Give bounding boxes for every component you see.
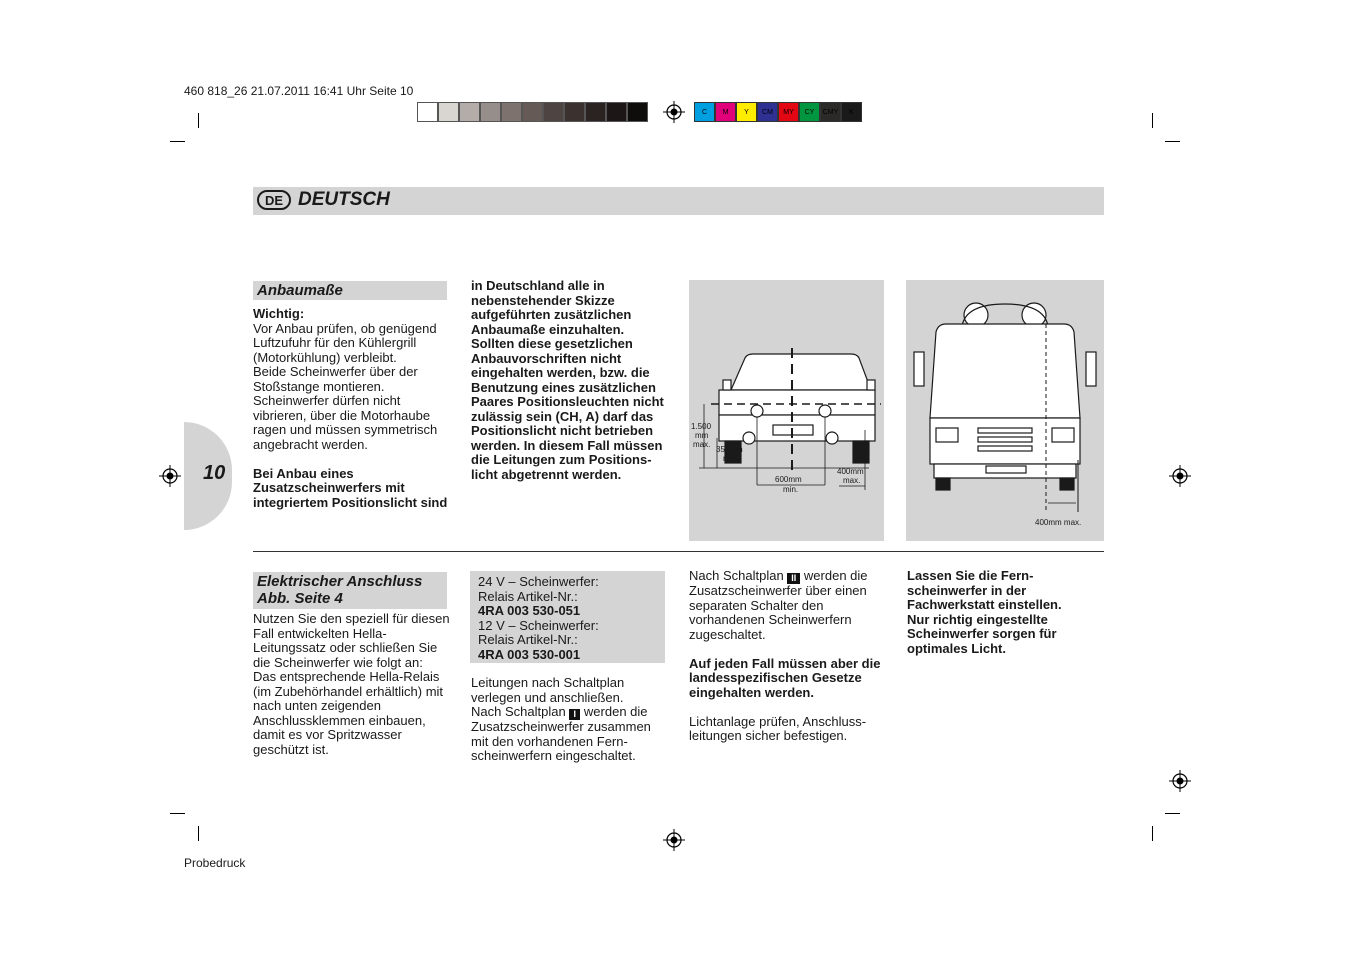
column3-bold-lines	[689, 657, 894, 701]
label-height-max-value: 1.500	[691, 422, 712, 431]
label-spacing-value: 600mm	[775, 475, 802, 484]
relay-12v-label: 12 V – Scheinwerfer:	[478, 617, 599, 633]
section2-heading-line2: Abb. Seite 4	[257, 590, 343, 607]
registration-mark-icon	[159, 465, 181, 487]
label-height-min-suffix: min.	[723, 454, 739, 463]
section2-paragraph	[253, 612, 458, 757]
gray-swatch	[627, 102, 648, 122]
text-line: Luftzufuhr für den Kühlergrill	[253, 335, 417, 350]
text-line: Sollten diese gesetzlichen	[471, 336, 633, 351]
label-height-min-value: 350mm	[716, 445, 743, 454]
cmyk-swatch: CMY	[820, 102, 841, 122]
text-fragment: werden die	[803, 568, 868, 583]
gray-color-bar	[417, 102, 648, 122]
relay-24v-label: 24 V – Scheinwerfer:	[478, 574, 599, 589]
figure-truck-front	[906, 280, 1104, 541]
text-line	[471, 705, 676, 720]
registration-mark-icon	[663, 829, 685, 851]
text-line: Zusatzscheinwerfer zusammen	[471, 719, 651, 734]
text-line: Stoßstange montieren.	[253, 378, 385, 394]
text-line: Leitungen nach Schaltplan	[471, 675, 625, 690]
section-heading-elektrischer-anschluss	[253, 572, 447, 609]
gray-swatch	[459, 102, 480, 122]
text-line: eingehalten werden, bzw. die	[471, 365, 650, 380]
section-heading-anbaumasse: Anbaumaße	[253, 281, 447, 300]
section1-bold-paragraph	[253, 467, 453, 511]
text-line: Scheinwerfer sorgen für	[907, 626, 1057, 641]
label-height-max-unit: mm	[695, 431, 709, 440]
text-line: leitungen sicher befestigen.	[689, 728, 848, 743]
text-line: (im Zubehörhandel erhältlich) mit	[253, 683, 444, 699]
label-truck-side: 400mm max.	[1035, 518, 1082, 527]
text-line: zulässig sein (CH, A) darf das	[471, 408, 654, 424]
text-line: geschützt ist.	[253, 741, 329, 757]
text-line: Anbaumaße einzuhalten.	[471, 321, 625, 337]
text-line: Zusatzscheinwerfers mit	[253, 480, 405, 495]
figure-car-front	[689, 280, 884, 541]
text-line: ragen und müssen symmetrisch	[253, 422, 438, 437]
text-line: Lichtanlage prüfen, Anschluss-	[689, 713, 867, 729]
gray-swatch	[501, 102, 522, 122]
text-line: die Scheinwerfer wie folgt an:	[253, 654, 423, 670]
label-spacing-suffix: min.	[783, 485, 799, 494]
cmyk-swatch: M	[715, 102, 736, 122]
relay-24v-article-number: 4RA 003 530-051	[478, 603, 581, 618]
text-line: die Leitungen zum Positions-	[471, 452, 652, 467]
section-divider	[253, 551, 1104, 552]
text-line: angebracht werden.	[253, 436, 368, 452]
relay-info-box	[470, 571, 665, 663]
registration-mark-icon	[1169, 465, 1191, 487]
text-line: aufgeführten zusätzlichen	[471, 307, 632, 322]
cmyk-swatch: MY	[778, 102, 799, 122]
text-line: Bei Anbau eines	[253, 465, 354, 481]
section1-paragraph	[253, 322, 453, 453]
relay-24v-article-label: Relais Artikel-Nr.:	[478, 588, 578, 604]
text-line: Zusatzscheinwerfer über einen	[689, 583, 867, 598]
gray-swatch	[564, 102, 585, 122]
text-line: vorhandenen Scheinwerfern	[689, 612, 852, 627]
text-line: Nur richtig eingestellte	[907, 611, 1048, 627]
text-fragment: Nach Schaltplan	[471, 704, 566, 719]
cmyk-swatch: CY	[799, 102, 820, 122]
text-line: nach unten zeigenden	[253, 698, 381, 713]
registration-mark-icon	[663, 101, 685, 123]
column2-bold-paragraph	[471, 279, 676, 482]
language-title: DEUTSCH	[298, 189, 390, 210]
section1-text	[253, 307, 453, 510]
text-line: Positionslicht nicht betrieben	[471, 423, 654, 438]
gray-swatch	[417, 102, 438, 122]
cmyk-swatch: K	[841, 102, 862, 122]
text-line: Das entsprechende Hella-Relais	[253, 669, 440, 684]
text-line	[689, 569, 894, 584]
text-line: Vor Anbau prüfen, ob genügend	[253, 320, 437, 336]
text-line: zugeschaltet.	[689, 626, 766, 642]
text-line: damit es vor Spritzwasser	[253, 727, 402, 742]
text-line: Anschlussklemmen einbauen,	[253, 712, 426, 728]
cmyk-swatch: CM	[757, 102, 778, 122]
page-number: 10	[203, 462, 226, 484]
text-line: verlegen und anschließen.	[471, 689, 624, 705]
text-line: vibrieren, über die Motorhaube	[253, 407, 431, 423]
text-line: in Deutschland alle in	[471, 278, 605, 293]
text-line: Beide Scheinwerfer über der	[253, 364, 418, 379]
column3-paragraph	[689, 569, 894, 744]
gray-swatch	[606, 102, 627, 122]
print-footer: Probedruck	[184, 856, 246, 870]
label-height-max-suffix: max.	[693, 440, 711, 449]
important-label: Wichtig:	[253, 306, 305, 321]
cmyk-swatch: Y	[736, 102, 757, 122]
gray-swatch	[480, 102, 501, 122]
relay-12v-article-number: 4RA 003 530-001	[478, 646, 581, 662]
text-line: scheinwerfern eingeschaltet.	[471, 748, 636, 763]
relay-12v-article-label: Relais Artikel-Nr.:	[478, 632, 578, 647]
text-line: Lassen Sie die Fern-	[907, 568, 1034, 583]
text-line: Leitungssatz oder schließen Sie	[253, 640, 438, 655]
text-line: Benutzung eines zusätzlichen	[471, 379, 656, 395]
wiring-diagram-i-icon: I	[569, 709, 580, 720]
text-line: Paares Positionsleuchten nicht	[471, 394, 664, 409]
gray-swatch	[543, 102, 564, 122]
cmyk-swatch: C	[694, 102, 715, 122]
column3-lines	[689, 584, 894, 642]
text-line: werden. In diesem Fall müssen	[471, 437, 663, 453]
section2-heading-line1: Elektrischer Anschluss	[257, 573, 423, 590]
wiring-diagram-ii-icon: II	[787, 573, 800, 584]
text-line: scheinwerfer in der	[907, 582, 1027, 598]
text-line: Nutzen Sie den speziell für diesen	[253, 611, 450, 626]
gray-swatch	[522, 102, 543, 122]
text-line: eingehalten werden.	[689, 684, 814, 700]
gray-swatch	[585, 102, 606, 122]
text-line: Anbauvorschriften nicht	[471, 350, 622, 366]
registration-mark-icon	[1169, 770, 1191, 792]
gray-swatch	[438, 102, 459, 122]
text-line: optimales Licht.	[907, 640, 1006, 656]
column3-closing-lines	[689, 715, 894, 744]
label-side-suffix: max.	[843, 476, 861, 485]
language-badge: DE	[257, 190, 291, 210]
text-line: mit den vorhandenen Fern-	[471, 733, 628, 749]
text-line: Fall entwickelten Hella-	[253, 625, 387, 641]
cmyk-color-bar	[694, 102, 862, 122]
text-line: Fachwerkstatt einstellen.	[907, 597, 1062, 612]
print-header: 460 818_26 21.07.2011 16:41 Uhr Seite 10	[184, 84, 414, 98]
text-line: landesspezifischen Gesetze	[689, 670, 862, 685]
column2-bottom-paragraph	[471, 676, 676, 764]
text-line: licht abgetrennt werden.	[471, 466, 622, 482]
text-line: Scheinwerfer dürfen nicht	[253, 393, 401, 408]
text-line: Auf jeden Fall müssen aber die	[689, 655, 881, 671]
text-fragment: Nach Schaltplan	[689, 568, 784, 583]
column4-bold-paragraph	[907, 569, 1107, 656]
text-line: nebenstehender Skizze	[471, 292, 615, 308]
text-line: (Motorkühlung) verbleibt.	[253, 349, 397, 365]
language-banner	[253, 187, 1104, 215]
text-line: separaten Schalter den	[689, 597, 824, 613]
text-line: integriertem Positionslicht sind	[253, 494, 448, 510]
text-fragment: werden die	[583, 704, 648, 719]
label-side-value: 400mm	[837, 467, 864, 476]
